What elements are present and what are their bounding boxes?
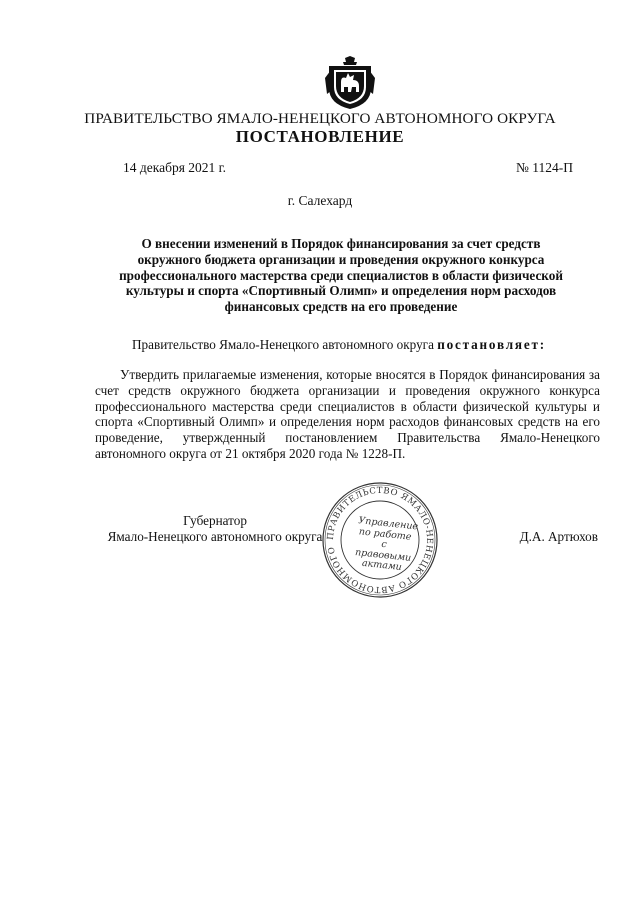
signatory-title-line2: Ямало-Ненецкого автономного округа	[107, 528, 323, 544]
resolution-body: Утвердить прилагаемые изменения, которые вносятся в Порядок финансирования за счет средств окружного бюджета организации и проведения окружного конкурса профессионального мастерства среди специалистов в области физической культуры и спорта «Спортивный Олимп» и определения норм расходов финансовых средств на его проведение, утвержденный постановлением Правительства Ямало-Ненецкого автономного округа от 21 октября 2020 года № 1228-П.	[95, 367, 600, 461]
preamble-verb: постановляет:	[437, 337, 546, 352]
stamp-ring-text: ПРАВИТЕЛЬСТВО ЯМАЛО-НЕНЕЦКОГО АВТОНОМНОГО	[325, 485, 435, 595]
preamble-text: Правительство Ямало-Ненецкого автономного округа	[132, 337, 434, 352]
document-city: г. Салехард	[287, 193, 353, 208]
document-date: 14 декабря 2021 г.	[123, 160, 227, 175]
government-name: ПРАВИТЕЛЬСТВО ЯМАЛО-НЕНЕЦКОГО АВТОНОМНОГО ОКРУГА	[84, 110, 556, 127]
document-number: № 1124-П	[516, 160, 573, 175]
signatory-title-line1: Губернатор	[183, 513, 247, 528]
signatory-name: Д.А. Артюхов	[519, 529, 598, 544]
coat-of-arms-icon	[325, 56, 375, 110]
stamp-inner-text: Управление по работе с правовыми актами	[354, 515, 419, 573]
document-type: ПОСТАНОВЛЕНИЕ	[235, 127, 405, 146]
document-subject: О внесении изменений в Порядок финансирования за счет средств окружного бюджета организации и проведения окружного конкурса профессионального мастерства среди специалистов в области физической культуры и спорта «Спортивный Олимп» и определения норм расходов финансовых средств на его проведение	[119, 236, 563, 315]
signatory-title	[93, 513, 337, 545]
preamble	[132, 337, 546, 353]
